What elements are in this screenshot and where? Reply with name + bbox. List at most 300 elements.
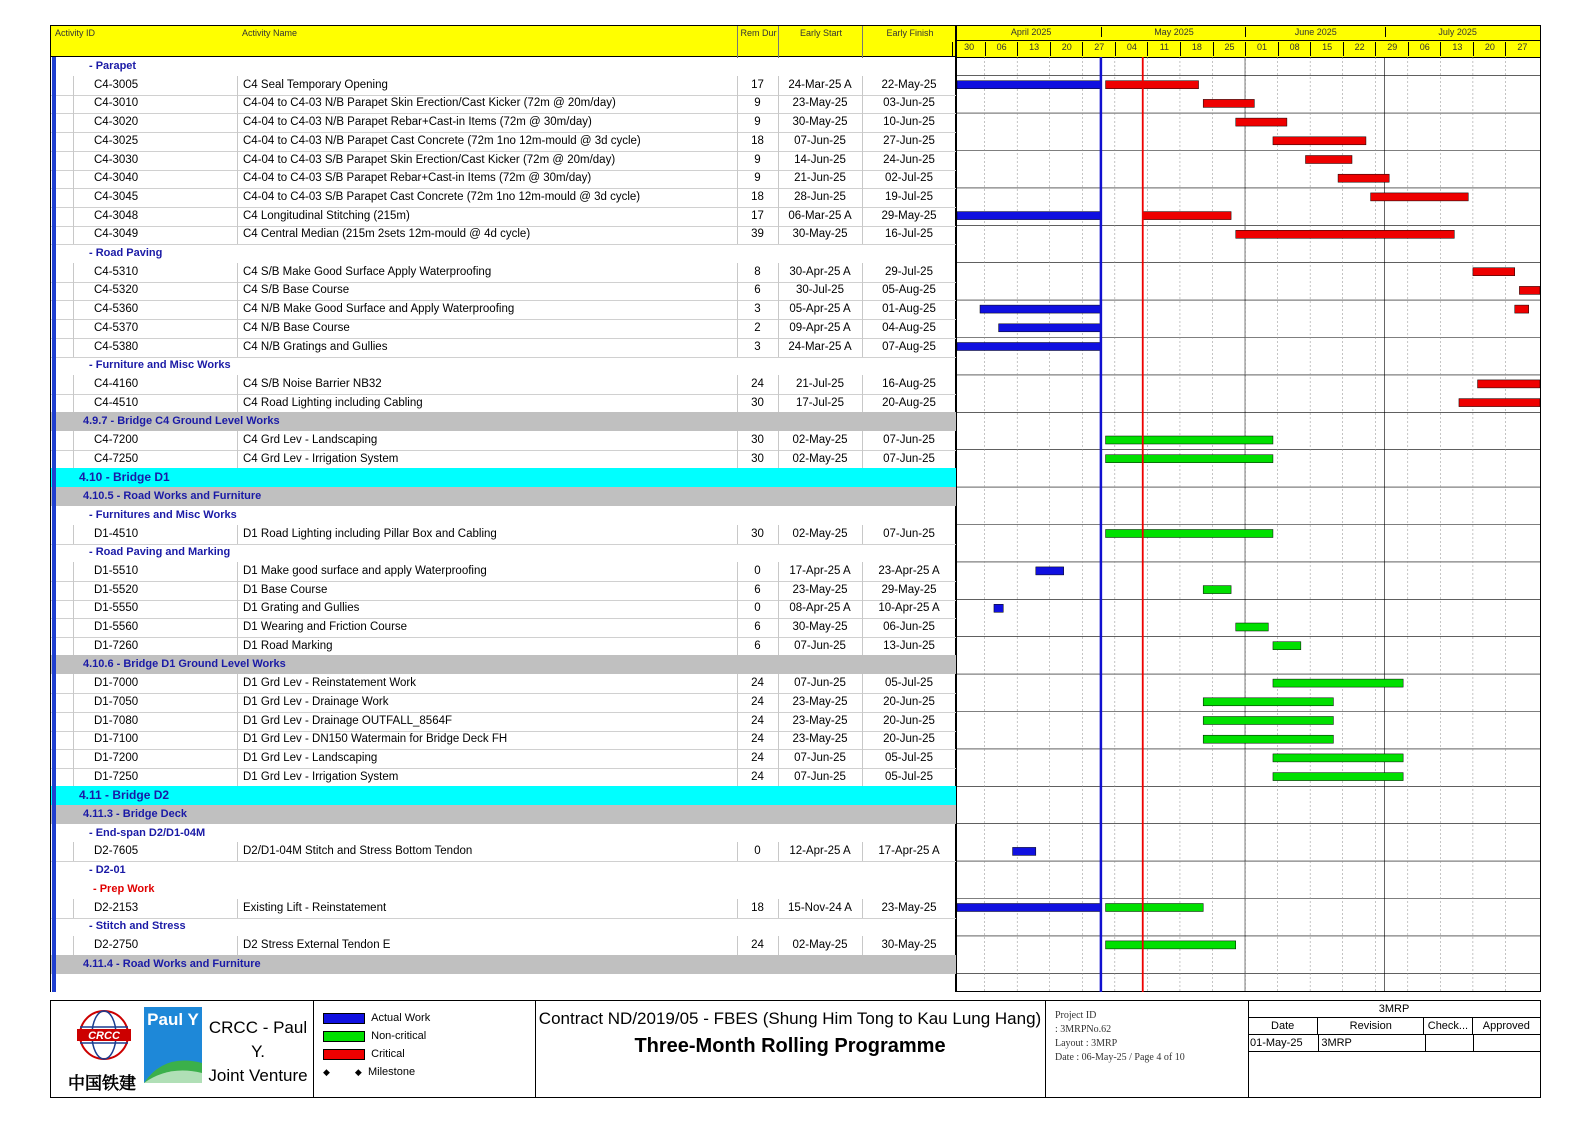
early-finish: 03-Jun-25 [883,97,935,110]
rem-dur: 2 [754,321,761,334]
wbs-band-row[interactable] [51,805,956,824]
early-finish: 20-Jun-25 [883,695,935,708]
activity-row[interactable] [51,712,956,732]
activity-id: C4-3048 [94,209,139,222]
activity-id: D1-7080 [94,714,139,727]
activity-name: C4-04 to C4-03 N/B Parapet Rebar+Cast-in Items (72m @ 30m/day) [243,116,592,129]
wbs-group-label: - Furnitures and Misc Works [89,508,237,521]
gantt-bar-critical [1459,399,1540,407]
week-label: 20 [1473,42,1506,56]
early-start: 07-Jun-25 [794,751,846,764]
activity-row[interactable] [51,562,956,582]
wbs-band-label: 4.10.5 - Road Works and Furniture [83,490,262,503]
gantt-bar-actual [1013,847,1036,855]
rem-dur: 17 [751,209,764,222]
activity-name: Existing Lift - Reinstatement [243,901,387,914]
activity-id: C4-3045 [94,190,139,203]
early-start: 07-Jun-25 [794,770,846,783]
gantt-bar-noncritical [1203,717,1333,725]
legend-milestone-label: Milestone [367,1066,416,1078]
activity-name: D1 Wearing and Friction Course [243,621,408,633]
wbs-group-label: - End-span D2/D1-04M [89,826,206,839]
svg-text:CRCC: CRCC [88,1030,120,1042]
early-finish: 24-Jun-25 [883,153,935,166]
early-start: 30-May-25 [792,621,848,633]
gantt-bar-noncritical [1106,455,1273,463]
gantt-bar-critical [1306,156,1353,164]
early-start: 23-May-25 [792,714,848,727]
rem-dur: 18 [751,901,764,914]
early-start: 05-Apr-25 A [789,303,851,316]
early-start: 07-Jun-25 [794,677,846,690]
activity-id: D1-5520 [94,583,139,596]
early-start: 23-May-25 [792,695,848,708]
activity-row[interactable] [51,674,956,694]
gantt-bar-noncritical [1106,941,1236,949]
early-start: 02-May-25 [792,527,848,540]
col-activity-id[interactable]: Activity ID [55,28,96,38]
week-label: 29 [1375,42,1408,56]
activity-name: C4 S/B Base Course [243,284,350,297]
wbs-group-row[interactable] [51,244,956,263]
activity-name: D1 Grd Lev - Drainage OUTFALL_8564F [243,714,453,727]
gantt-bar-critical [1478,380,1540,388]
gantt-bar-noncritical [1273,773,1403,781]
activity-name: D2/D1-04M Stitch and Stress Bottom Tendon [243,845,473,858]
early-finish: 20-Jun-25 [883,733,935,746]
table-header [50,25,956,57]
activity-id: C4-5310 [94,265,139,278]
rem-dur: 17 [751,78,764,91]
early-finish: 05-Jul-25 [885,770,933,783]
early-start: 21-Jul-25 [796,377,844,390]
rem-dur: 6 [754,284,761,297]
activity-table [50,57,956,992]
wbs-band-row[interactable] [51,468,956,487]
gantt-bars [957,57,1540,992]
activity-name: C4 Road Lighting including Cabling [243,396,423,409]
legend-actual-label: Actual Work [371,1012,431,1024]
wbs-group-row[interactable] [51,57,956,76]
rem-dur: 30 [751,452,764,465]
revision-table: 3MRP Date Revision Check... Approved 01-May-25 3MRP [1248,1001,1540,1052]
early-start: 21-Jun-25 [794,172,846,185]
activity-id: C4-7200 [94,434,139,446]
early-finish: 17-Apr-25 A [878,845,940,858]
wbs-group-row[interactable] [51,824,956,843]
early-start: 30-Apr-25 A [789,265,851,278]
activity-id: C4-3030 [94,153,139,166]
activity-row[interactable] [51,899,956,919]
activity-row[interactable] [51,263,956,283]
gantt-bar-actual [994,604,1003,612]
activity-id: C4-3049 [94,228,139,241]
activity-id: C4-3010 [94,97,139,110]
col-activity-name[interactable]: Activity Name [242,28,298,38]
early-finish: 01-Aug-25 [882,303,936,316]
early-finish: 23-Apr-25 A [878,564,940,577]
activity-id: C4-3020 [94,116,139,129]
pauly-logo: Paul Y [144,1007,202,1083]
legend-critical-label: Critical [371,1048,405,1060]
activity-row[interactable] [51,749,956,769]
activity-row[interactable] [51,581,956,601]
wbs-group-row[interactable] [51,543,956,562]
rem-dur: 24 [751,677,764,690]
early-start: 24-Mar-25 A [788,78,852,91]
activity-id: C4-5320 [94,284,139,297]
activity-row[interactable] [51,450,956,470]
activity-id: D1-7250 [94,770,139,783]
activity-id: C4-4510 [94,396,139,409]
gantt-bar-noncritical [1273,679,1403,687]
early-finish: 04-Aug-25 [882,321,936,334]
activity-name: D1 Grd Lev - DN150 Watermain for Bridge Deck FH [243,733,508,746]
timescale-header [957,26,1540,58]
wbs-group-label: - Furniture and Misc Works [89,359,231,372]
gantt-bar-noncritical [1203,586,1231,594]
activity-row[interactable] [51,730,956,750]
rem-dur: 39 [751,228,764,241]
activity-name: D1 Make good surface and apply Waterproofing [243,564,487,577]
rem-dur: 0 [754,564,761,577]
legend-noncritical-swatch [323,1031,365,1042]
early-start: 09-Apr-25 A [789,321,851,334]
activity-name: D2 Stress External Tendon E [243,938,391,951]
activity-id: D1-7000 [94,677,139,690]
activity-row[interactable] [51,281,956,301]
col-early-finish[interactable]: Early Finish [862,26,957,58]
early-finish: 05-Jul-25 [885,751,933,764]
early-finish: 29-May-25 [881,209,937,222]
activity-id: C4-5380 [94,340,139,353]
gantt-bar-noncritical [1203,735,1333,743]
activity-name: C4-04 to C4-03 N/B Parapet Skin Erection/Cast Kicker (72m @ 20m/day) [243,97,616,110]
rem-dur: 24 [751,751,764,764]
activity-id: D1-4510 [94,527,139,540]
activity-row[interactable] [51,94,956,114]
gantt-bar-critical [1236,118,1287,126]
early-finish: 07-Aug-25 [882,340,936,353]
week-label: 20 [1050,42,1083,56]
rem-dur: 24 [751,770,764,783]
week-label: 27 [1505,42,1538,56]
programme-title: Three-Month Rolling Programme [634,1035,946,1057]
early-start: 08-Apr-25 A [789,602,851,615]
early-finish: 02-Jul-25 [885,172,933,185]
early-finish: 16-Aug-25 [882,377,936,390]
early-finish: 07-Jun-25 [883,452,935,465]
activity-row[interactable] [51,693,956,713]
wbs-group-row[interactable] [51,861,956,880]
activity-row[interactable] [51,599,956,619]
activity-id: C4-4160 [94,377,139,390]
gantt-bar-noncritical [1273,642,1301,650]
wbs-band-label: 4.10.6 - Bridge D1 Ground Level Works [83,658,286,671]
activity-name: C4 Grd Lev - Irrigation System [243,452,399,465]
activity-name: C4 S/B Noise Barrier NB32 [243,377,382,390]
activity-row[interactable] [51,637,956,657]
early-start: 12-Apr-25 A [789,845,851,858]
wbs-group-row[interactable] [51,880,956,899]
activity-row[interactable] [51,338,956,358]
early-start: 28-Jun-25 [794,190,846,203]
gantt-bar-noncritical [1106,530,1273,538]
gantt-bar-noncritical [1106,436,1273,444]
activity-row[interactable] [51,431,956,451]
week-label: 25 [1213,42,1246,56]
month-label: July 2025 [1385,27,1530,37]
activity-id: C4-5370 [94,321,139,334]
activity-id: D1-5510 [94,564,139,577]
rem-dur: 24 [751,714,764,727]
gantt-bar-noncritical [1273,754,1403,762]
week-label: 15 [1310,42,1343,56]
week-label: 22 [1343,42,1376,56]
early-start: 23-May-25 [792,583,848,596]
activity-row[interactable] [51,768,956,788]
month-label: May 2025 [1101,27,1246,37]
gantt-bar-critical [1338,174,1389,182]
activity-id: C4-3040 [94,172,139,185]
gantt-bar-noncritical [1203,698,1333,706]
wbs-band-label: 4.11.4 - Road Works and Furniture [83,957,261,970]
early-start: 02-May-25 [792,452,848,465]
activity-name: C4-04 to C4-03 S/B Parapet Cast Concrete (72m 1no 12m-mould @ 3d cycle) [243,190,641,203]
wbs-group-label: - Prep Work [93,882,155,895]
wbs-band-row[interactable] [51,487,956,506]
activity-id: D2-2153 [94,901,139,914]
wbs-group-label: - Road Paving [89,247,163,259]
rem-dur: 30 [751,396,764,409]
activity-name: C4 Seal Temporary Opening [243,78,388,91]
month-label: April 2025 [1010,27,1052,37]
crcc-logo [71,1009,141,1069]
activity-name: C4 N/B Make Good Surface and Apply Waterproofing [243,303,515,316]
rem-dur: 18 [751,134,764,147]
contract-title: Contract ND/2019/05 - FBES (Shung Him Tong to Kau Lung Hang) [538,1009,1042,1028]
gantt-bar-actual [980,305,1101,313]
wbs-band-row[interactable] [51,955,956,974]
activity-name: C4-04 to C4-03 S/B Parapet Skin Erection/Cast Kicker (72m @ 20m/day) [243,153,616,166]
early-finish: 20-Aug-25 [882,396,936,409]
activity-row[interactable] [51,113,956,133]
activity-id: D1-7100 [94,733,139,746]
early-start: 24-Mar-25 A [788,340,852,353]
early-finish: 29-May-25 [881,583,937,596]
legend-critical-swatch [323,1049,365,1060]
activity-row[interactable] [51,188,956,208]
title-block [50,1000,1541,1098]
activity-row[interactable] [51,842,956,862]
milestone-icon: ◆ ◆ [323,1067,362,1077]
rem-dur: 0 [754,602,761,615]
project-info: Project ID : 3MRPNo.62 Layout : 3MRP Date : 06-May-25 / Page 4 of 10 [1055,1010,1185,1063]
week-label: 08 [1278,42,1311,56]
activity-name: C4 N/B Gratings and Gullies [243,340,388,353]
early-finish: 05-Jul-25 [885,677,933,690]
activity-name: C4-04 to C4-03 N/B Parapet Cast Concrete (72m 1no 12m-mould @ 3d cycle) [243,134,641,147]
wbs-band-label: 4.11.3 - Bridge Deck [83,808,187,820]
early-start: 02-May-25 [792,434,848,446]
week-label: 06 [1408,42,1441,56]
early-finish: 30-May-25 [881,938,937,951]
col-rem-dur[interactable]: Rem Dur [737,26,779,58]
activity-id: C4-3025 [94,134,139,147]
rem-dur: 9 [754,116,761,129]
early-start: 30-Jul-25 [796,284,844,297]
wbs-band-row[interactable] [51,786,956,805]
activity-name: D1 Grd Lev - Drainage Work [243,695,389,708]
early-finish: 23-May-25 [881,901,937,914]
wbs-group-label: - Stitch and Stress [89,920,186,933]
gantt-bar-actual [1036,567,1064,575]
gantt-bar-critical [1203,99,1254,107]
week-label: 06 [985,42,1018,56]
activity-id: C4-3005 [94,78,139,91]
activity-name: C4 Grd Lev - Landscaping [243,434,378,446]
week-label: 01 [1245,42,1278,56]
wbs-band-label: 4.10 - Bridge D1 [79,470,170,485]
activity-name: D1 Road Lighting including Pillar Box and Cabling [243,527,497,540]
gantt-bar-critical [1236,230,1455,238]
rem-dur: 3 [754,303,761,316]
rem-dur: 6 [754,583,761,596]
activity-name: C4 Longitudinal Stitching (215m) [243,209,410,222]
activity-name: C4 S/B Make Good Surface Apply Waterproofing [243,265,492,278]
legend [323,1009,430,1081]
gantt-bar-critical [1143,212,1231,220]
week-label: 27 [1082,42,1115,56]
wbs-group-row[interactable] [51,917,956,936]
early-finish: 19-Jul-25 [885,190,933,203]
rem-dur: 3 [754,340,761,353]
activity-row[interactable] [51,225,956,245]
rem-dur: 30 [751,527,764,540]
early-finish: 13-Jun-25 [883,639,935,652]
activity-id: D1-5550 [94,602,139,615]
week-label: 13 [1017,42,1050,56]
early-start: 17-Jul-25 [796,396,844,409]
early-start: 30-May-25 [792,228,848,241]
activity-row[interactable] [51,375,956,395]
early-finish: 20-Jun-25 [883,714,935,727]
week-label: 04 [1115,42,1148,56]
rem-dur: 24 [751,695,764,708]
early-finish: 06-Jun-25 [883,621,935,633]
wbs-group-label: - Parapet [89,60,137,72]
rem-dur: 18 [751,190,764,203]
activity-name: D1 Grd Lev - Irrigation System [243,770,399,783]
early-finish: 27-Jun-25 [883,134,935,147]
gantt-bar-actual [957,343,1101,351]
activity-name: D1 Grating and Gullies [243,602,360,615]
activity-name: D1 Base Course [243,583,328,596]
gantt-bar-critical [1273,137,1366,145]
gantt-bar-critical [1519,286,1540,294]
gantt-bar-actual [957,81,1101,89]
rem-dur: 9 [754,97,761,110]
early-start: 06-Mar-25 A [788,209,852,222]
rem-dur: 8 [754,265,761,278]
activity-name: D1 Grd Lev - Reinstatement Work [243,677,416,690]
activity-row[interactable] [51,132,956,152]
early-start: 07-Jun-25 [794,134,846,147]
activity-id: D2-7605 [94,845,139,858]
activity-row[interactable] [51,319,956,339]
activity-id: C4-5360 [94,303,139,316]
rem-dur: 0 [754,845,761,858]
week-label: 18 [1180,42,1213,56]
crcc-chinese-name: 中国铁建 [68,1074,136,1093]
activity-row[interactable] [51,76,956,96]
wbs-group-label: - Road Paving and Marking [89,546,231,559]
activity-name: D1 Road Marking [243,639,333,652]
activity-row[interactable] [51,936,956,956]
gantt-bar-critical [1371,193,1469,201]
activity-id: D2-2750 [94,938,139,951]
legend-actual-swatch [323,1013,365,1024]
rem-dur: 24 [751,938,764,951]
activity-row[interactable] [51,618,956,638]
wbs-indent-bar [52,57,56,992]
activity-name: C4-04 to C4-03 S/B Parapet Rebar+Cast-in Items (72m @ 30m/day) [243,172,592,185]
activity-name: C4 Central Median (215m 2sets 12m-mould @ 4d cycle) [243,228,531,241]
gantt-bar-actual [957,212,1101,220]
early-start: 17-Apr-25 A [789,564,851,577]
wbs-group-label: - D2-01 [89,864,126,877]
month-label: June 2025 [1245,27,1386,37]
early-finish: 07-Jun-25 [883,527,935,540]
activity-row[interactable] [51,169,956,189]
early-start: 15-Nov-24 A [788,901,852,914]
activity-row[interactable] [51,151,956,171]
wbs-group-row[interactable] [51,506,956,525]
rem-dur: 9 [754,172,761,185]
gantt-bar-critical [1473,268,1515,276]
early-finish: 22-May-25 [881,78,937,91]
jv-name: CRCC - Paul Y. Joint Venture [208,1018,308,1085]
col-early-start[interactable]: Early Start [778,26,863,58]
wbs-group-row[interactable] [51,356,956,375]
early-finish: 10-Apr-25 A [878,602,940,615]
gantt-bar-noncritical [1236,623,1269,631]
activity-row[interactable] [51,300,956,320]
wbs-band-row[interactable] [51,655,956,674]
early-start: 02-May-25 [792,938,848,951]
gantt-bar-actual [999,324,1101,332]
gantt-bar-noncritical [1106,904,1204,912]
week-label: 13 [1440,42,1473,56]
activity-row[interactable] [51,394,956,414]
early-finish: 29-Jul-25 [885,265,933,278]
activity-name: D1 Grd Lev - Landscaping [243,751,378,764]
activity-id: D1-7260 [94,639,139,652]
early-finish: 10-Jun-25 [883,116,935,129]
early-start: 30-May-25 [792,116,848,129]
early-start: 23-May-25 [792,733,848,746]
activity-name: C4 N/B Base Course [243,321,350,334]
early-finish: 16-Jul-25 [885,228,933,241]
early-start: 23-May-25 [792,97,848,110]
activity-row[interactable] [51,207,956,227]
gantt-bar-actual [957,904,1101,912]
wbs-band-row[interactable] [51,412,956,431]
activity-row[interactable] [51,525,956,545]
gantt-chart [956,25,1541,992]
activity-id: D1-7200 [94,751,139,764]
activity-id: C4-7250 [94,452,139,465]
